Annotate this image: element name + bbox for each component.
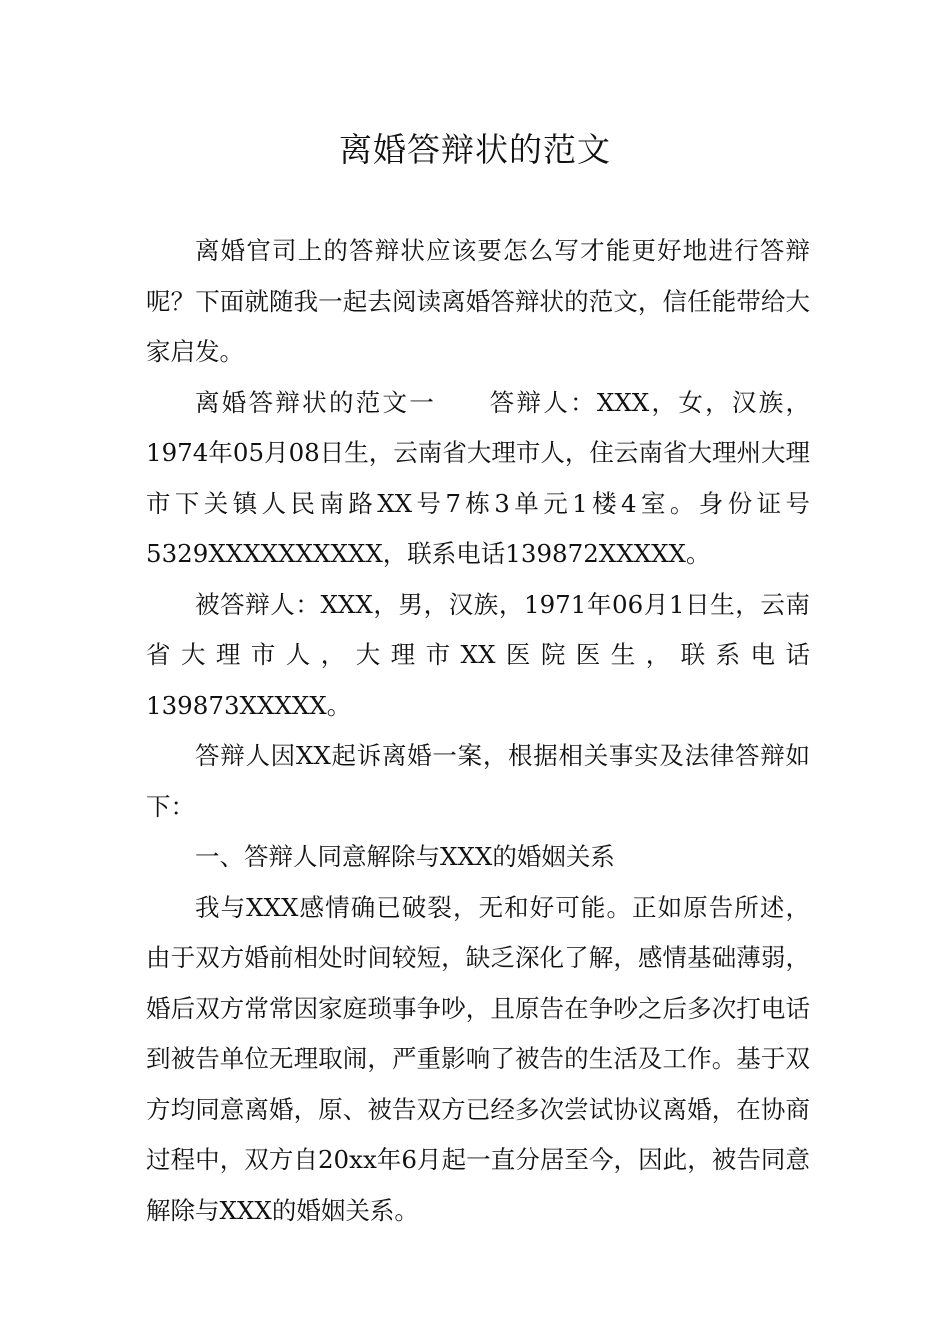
intro-paragraph: 离婚官司上的答辩状应该要怎么写才能更好地进行答辩呢？下面就随我一起去阅读离婚答辩状的范文，信任能带给大家启发。 xyxy=(146,236,810,366)
document-body xyxy=(146,226,810,1236)
defense-statement-paragraph: 答辩人因XX起诉离婚一案，根据相关事实及法律答辩如下： xyxy=(146,741,810,821)
respondent-info-paragraph: 被答辩人：XXX，男，汉族，1971年06月1日生，云南省大理市人，大理市XX医院医生，联系电话139873XXXXX。 xyxy=(146,589,810,720)
document-title: 离婚答辩状的范文 xyxy=(339,130,611,169)
section-heading-one: 一、答辩人同意解除与XXX的婚姻关系 xyxy=(195,842,615,871)
defendant-info-paragraph: 离婚答辩状的范文一 答辩人：XXX，女，汉族，1974年05月08日生，云南省大理市人，住云南省大理州大理市下关镇人民南路XX号7栋3单元1楼4室。身份证号5329XXXXXXXXXX，联系电话139872XXXXX。 xyxy=(146,387,810,568)
section-one-body-paragraph: 我与XXX感情确已破裂，无和好可能。正如原告所述，由于双方婚前相处时间较短，缺乏深化了解，感情基础薄弱，婚后双方常常因家庭琐事争吵，且原告在争吵之后多次打电话到被告单位无理取闹，严重影响了被告的生活及工作。基于双方均同意离婚，原、被告双方已经多次尝试协议离婚，在协商过程中，双方自20xx年6月起一直分居至今，因此，被告同意解除与XXX的婚姻关系。 xyxy=(146,892,810,1225)
